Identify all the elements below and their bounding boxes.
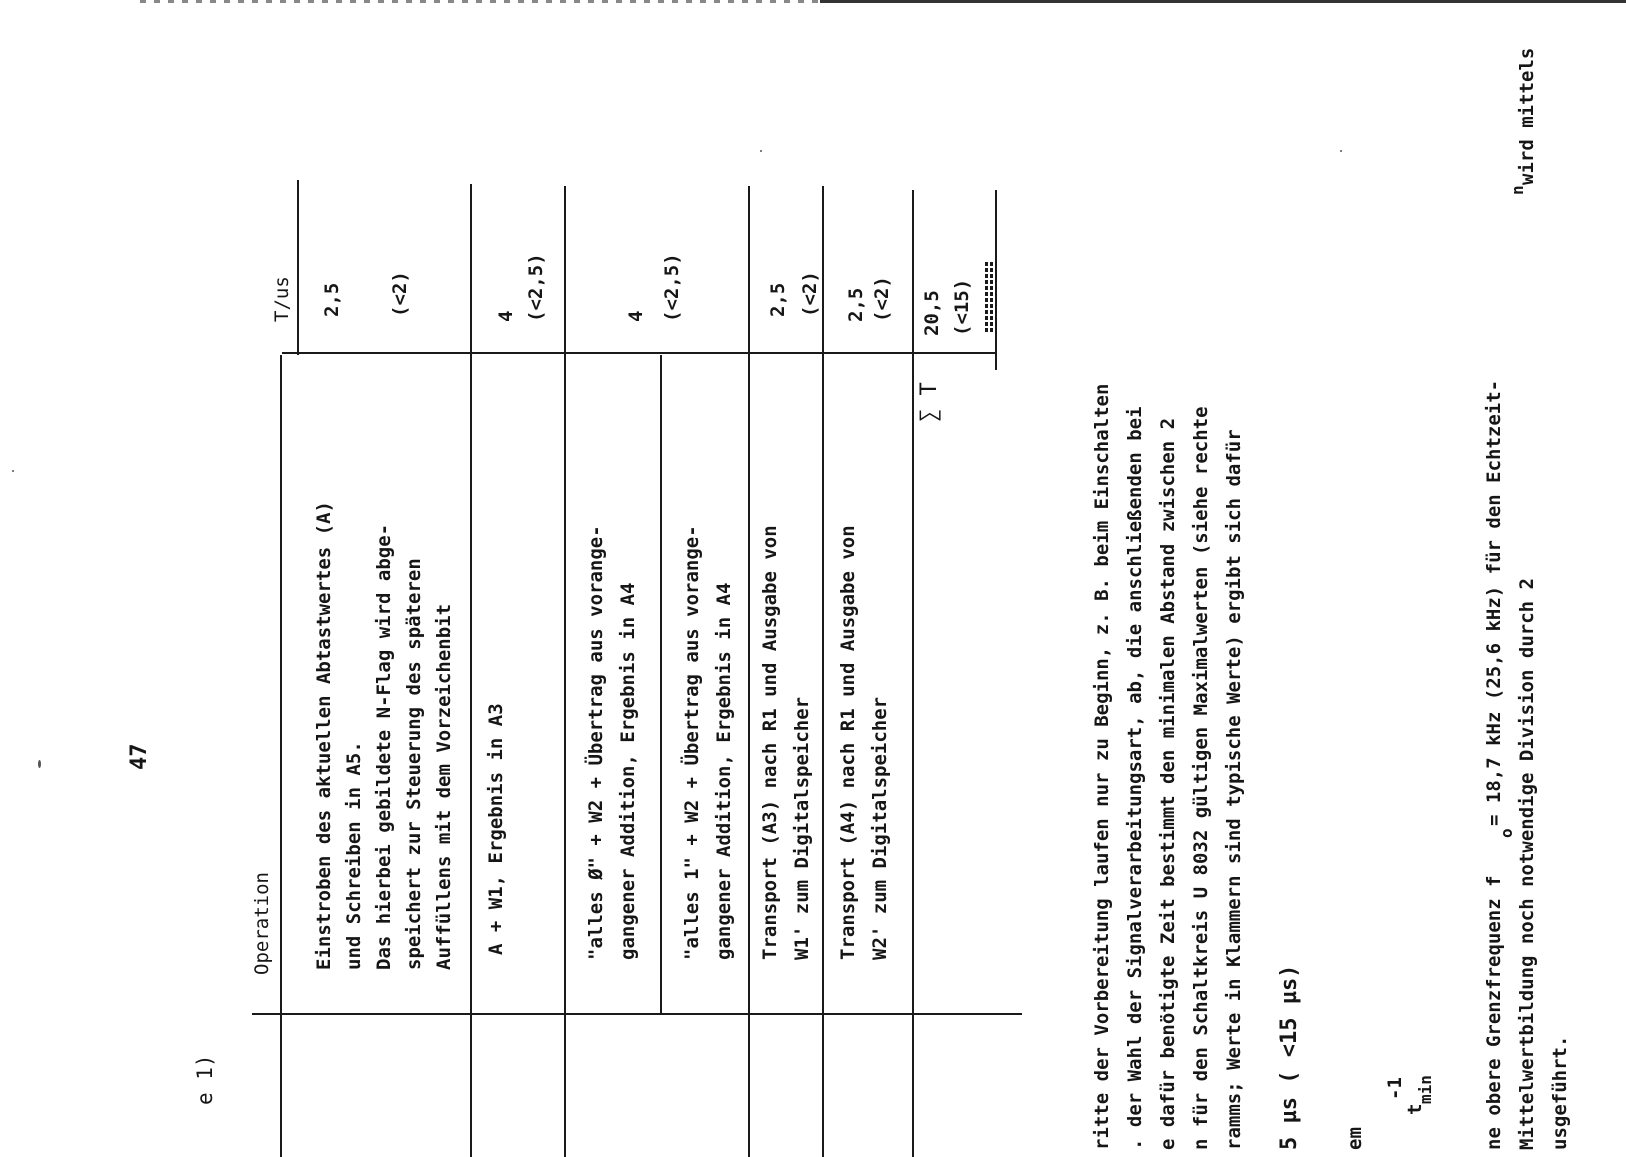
row2-line1: A + W1, Ergebnis in A3 [485, 703, 507, 955]
row2-time: 4 [495, 310, 517, 322]
sum-double-underline [985, 262, 988, 334]
scan-speck [760, 150, 762, 152]
row1-line1: Einstroben des aktuellen Abtastwertes (A) [313, 501, 335, 970]
row6-time-alt: (<2) [871, 276, 893, 322]
body2-line2a: Mittelwertbildung noch notwendige Division durch 2 [1516, 578, 1538, 1150]
row1-time: 2,5 [321, 282, 343, 317]
formula-exponent: -1 [1384, 1077, 1406, 1100]
row2-time-alt: (<2,5) [525, 253, 547, 322]
formula-t: t [1404, 1103, 1426, 1115]
row4-line2: gangener Addition, Ergebnis in A4 [713, 582, 735, 960]
header-time: T/us [271, 276, 293, 322]
row5-time: 2,5 [767, 282, 789, 317]
row1-line2: und Schreiben in A5. [343, 741, 365, 970]
header-underline [282, 352, 997, 354]
row5-line2: W1' zum Digitalspeicher [791, 696, 813, 960]
row5-line1: Transport (A3) nach R1 und Ausgabe von [759, 525, 781, 960]
row-separator [280, 355, 282, 1015]
row3-line2: gangener Addition, Ergebnis in A4 [617, 582, 639, 960]
body-line4: n für den Schaltkreis U 8032 gültigen Maximalwerten (siehe rechte [1190, 406, 1212, 1150]
row3-time-alt: (<2,5) [661, 253, 683, 322]
formula-t-subscript: min [1416, 1075, 1435, 1104]
row6-line2: W2' zum Digitalspeicher [869, 696, 891, 960]
row-separator [660, 355, 662, 1015]
sum-value-alt: (<15) [951, 278, 973, 336]
body-em: em [1344, 1127, 1366, 1150]
body2-line3: usgeführt. [1549, 1035, 1571, 1150]
scan-speck [1340, 150, 1342, 152]
body2-f-subscript: o [1497, 828, 1516, 838]
row5-time-alt: (<2) [799, 271, 821, 317]
column-separator [995, 190, 997, 370]
scan-speck [38, 760, 41, 768]
row6-line1: Transport (A4) nach R1 und Ausgabe von [837, 525, 859, 960]
row6-time: 2,5 [845, 287, 867, 322]
row-separator [822, 186, 824, 1157]
body2-line1b: = 18,7 kHz (25,6 kHz) für den Echtzeit- [1483, 379, 1505, 826]
row-separator [748, 186, 750, 1157]
body-line2: . der Wahl der Signalverarbeitungsart, ab, die anschließenden bei [1124, 406, 1146, 1150]
row1-line5: Auffüllens mit dem Vorzeichenbit [433, 603, 455, 970]
row1-line3: Das hierbei gebildete N-Flag wird abge- [373, 523, 395, 970]
body-line3: e dafür benötigte Zeit bestimmt den minimalen Abstand zwischen 2 [1157, 417, 1179, 1150]
scan-speck [12, 470, 14, 472]
row-separator [297, 180, 299, 355]
row-separator [280, 1013, 282, 1157]
body-line5: ramms; Werte in Klammern sind typische Werte) ergibt sich dafür [1223, 429, 1245, 1150]
page-number: 47 [127, 743, 152, 770]
body-line1: ritte der Vorbereitung laufen nur zu Beginn, z. B. beim Einschalten [1091, 383, 1113, 1150]
row1-time-alt: (<2) [389, 271, 411, 317]
body2-line2b: wird mittels [1516, 47, 1538, 185]
table-reference: e 1) [193, 1054, 217, 1105]
body2-superscript: n [1508, 185, 1527, 195]
formula-tmin: 5 µs ( <15 µs) [1277, 964, 1302, 1150]
row-separator [912, 190, 914, 1157]
sum-value: 20,5 [921, 290, 943, 336]
row4-line1: "alles 1" + W2 + Übertrag aus vorange- [681, 525, 703, 960]
row-separator [564, 186, 566, 1157]
header-operation: Operation [251, 872, 273, 975]
table-border [252, 1013, 1022, 1015]
row3-line1: "alles Ø" + W2 + Übertrag aus vorange- [585, 525, 607, 960]
row1-line4: speichert zur Steuerung des späteren [403, 558, 425, 970]
sum-double-underline [990, 262, 993, 334]
row-separator [470, 184, 472, 1157]
body2-line1a: ne obere Grenzfrequenz f [1483, 875, 1505, 1150]
row3-time: 4 [625, 310, 647, 322]
scan-edge-dark [820, 0, 1626, 3]
sum-label: ∑ T [917, 382, 942, 422]
